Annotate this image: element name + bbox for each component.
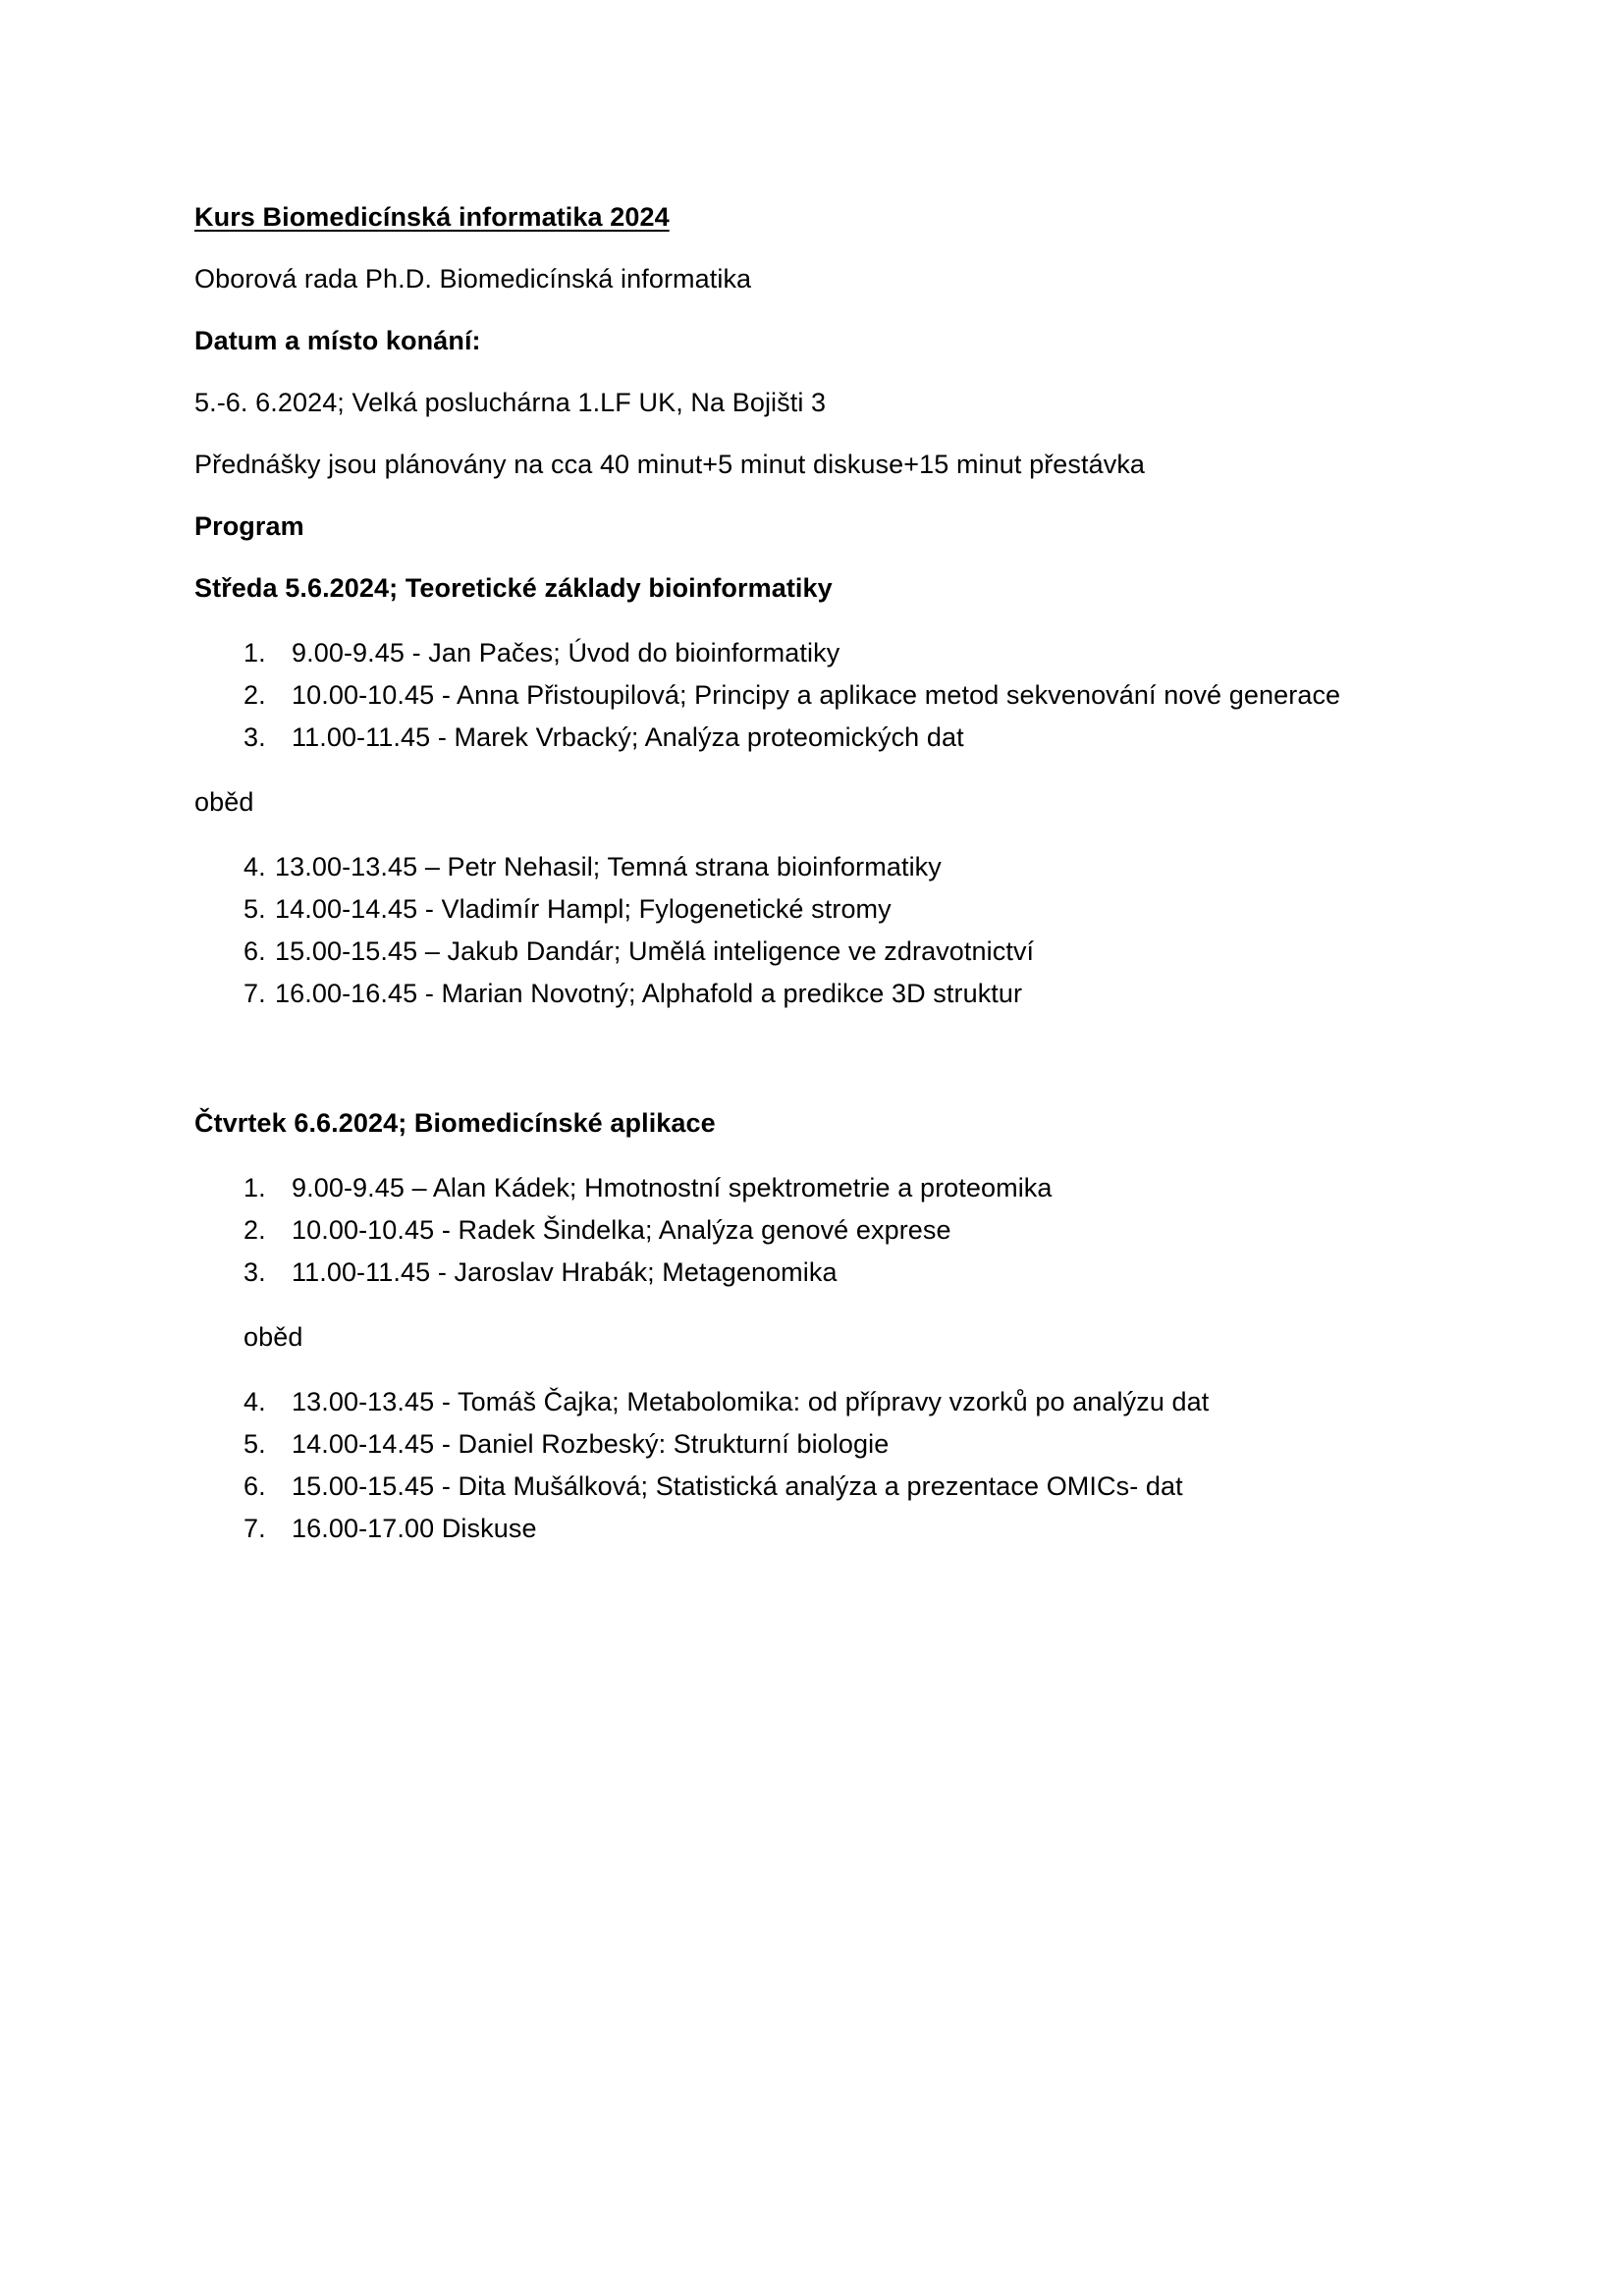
date-place-heading: Datum a místo konání:: [194, 326, 481, 355]
day2-lunch-break: oběd: [244, 1322, 303, 1352]
day2-heading: Čtvrtek 6.6.2024; Biomedicínské aplikace: [194, 1108, 716, 1138]
list-item-number: 3.: [244, 1257, 266, 1287]
list-item-number: 7.: [244, 979, 266, 1008]
list-item-number: 3.: [244, 722, 266, 752]
list-item-text: 9.00-9.45 – Alan Kádek; Hmotnostní spektrometrie a proteomika: [292, 1173, 1053, 1202]
list-item-number: 7.: [244, 1514, 266, 1543]
document-subtitle: Oborová rada Ph.D. Biomedicínská informatika: [194, 264, 752, 294]
program-heading: Program: [194, 511, 304, 541]
lecture-note: Přednášky jsou plánovány na cca 40 minut+5 minut diskuse+15 minut přestávka: [194, 450, 1146, 479]
day1-heading: Středa 5.6.2024; Teoretické základy bioinformatiky: [194, 573, 833, 603]
list-item-text: 14.00-14.45 - Vladimír Hampl; Fylogenetické stromy: [275, 894, 892, 924]
list-item-number: 2.: [244, 1215, 266, 1245]
list-item-number: 5.: [244, 894, 266, 924]
list-item-number: 4.: [244, 1387, 266, 1416]
list-item-text: 11.00-11.45 - Jaroslav Hrabák; Metagenomika: [292, 1257, 838, 1287]
list-item-number: 6.: [244, 1471, 266, 1501]
list-item-text: 15.00-15.45 – Jakub Dandár; Umělá inteligence ve zdravotnictví: [275, 936, 1035, 966]
list-item-text: 14.00-14.45 - Daniel Rozbeský: Strukturní biologie: [292, 1429, 890, 1459]
list-item-text: 16.00-17.00 Diskuse: [292, 1514, 537, 1543]
list-item-text: 13.00-13.45 – Petr Nehasil; Temná strana bioinformatiky: [275, 852, 942, 881]
document-title: Kurs Biomedicínská informatika 2024: [194, 202, 670, 232]
list-item-text: 15.00-15.45 - Dita Mušálková; Statistická analýza a prezentace OMICs- dat: [292, 1471, 1183, 1501]
list-item-number: 4.: [244, 852, 266, 881]
list-item-text: 13.00-13.45 - Tomáš Čajka; Metabolomika: od přípravy vzorků po analýzu dat: [292, 1387, 1210, 1416]
list-item-text: 16.00-16.45 - Marian Novotný; Alphafold a predikce 3D struktur: [275, 979, 1023, 1008]
list-item-number: 2.: [244, 680, 266, 710]
list-item-number: 6.: [244, 936, 266, 966]
list-item-text: 10.00-10.45 - Radek Šindelka; Analýza genové exprese: [292, 1215, 951, 1245]
list-item-number: 5.: [244, 1429, 266, 1459]
day1-lunch-break: oběd: [194, 787, 254, 817]
list-item-text: 11.00-11.45 - Marek Vrbacký; Analýza proteomických dat: [292, 722, 964, 752]
list-item-number: 1.: [244, 1173, 266, 1202]
date-place-text: 5.-6. 6.2024; Velká posluchárna 1.LF UK, Na Bojišti 3: [194, 388, 827, 417]
list-item-number: 1.: [244, 638, 266, 667]
list-item-text: 9.00-9.45 - Jan Pačes; Úvod do bioinformatiky: [292, 638, 840, 667]
list-item-text: 10.00-10.45 - Anna Přistoupilová; Principy a aplikace metod sekvenování nové generace: [292, 680, 1341, 710]
